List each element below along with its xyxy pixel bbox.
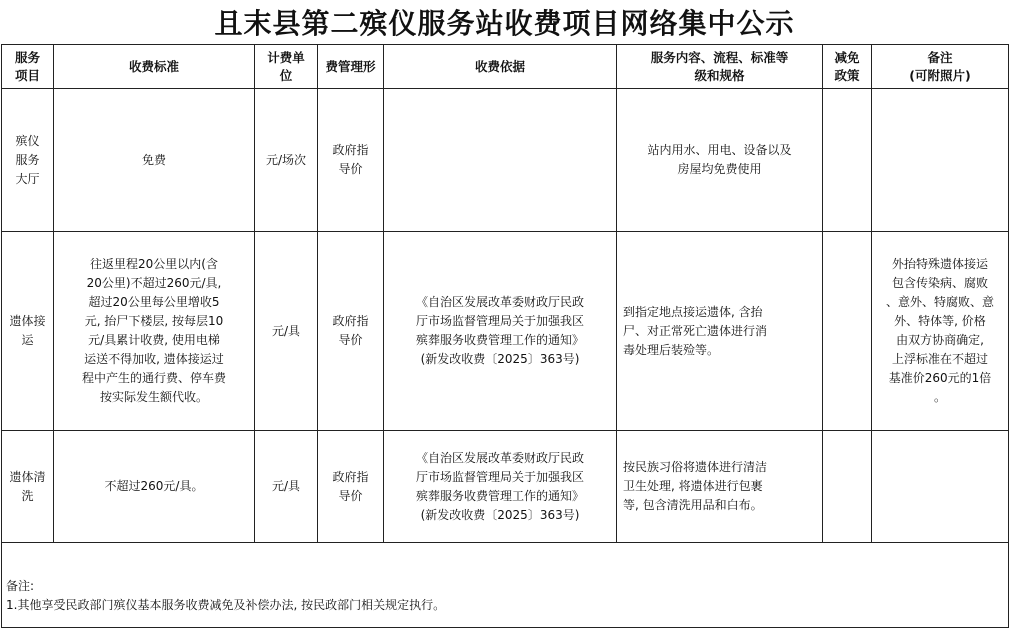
cell-line: 运 bbox=[21, 333, 34, 347]
cell-line: 、意外、特腐败、意 bbox=[885, 295, 994, 309]
cell-line: 《自治区发展改革委财政厅民政 bbox=[415, 450, 584, 465]
cell-standard bbox=[54, 431, 255, 543]
header-unit bbox=[255, 45, 318, 89]
cell-remarks bbox=[872, 232, 1009, 431]
cell-line: 元/具 bbox=[271, 323, 301, 338]
cell-line: 程中产生的通行费、停车费 bbox=[81, 371, 226, 385]
cell-line: 毒处理后装殓等。 bbox=[623, 342, 720, 357]
header-standard: 收费标准 bbox=[54, 45, 255, 89]
cell-line: 政府指 bbox=[332, 143, 369, 157]
cell-item bbox=[2, 89, 54, 232]
cell-unit bbox=[255, 431, 318, 543]
header-remarks bbox=[872, 45, 1009, 89]
table-row bbox=[2, 89, 1009, 232]
cell-line: 遗体接 bbox=[9, 314, 46, 328]
cell-line: 。 bbox=[933, 390, 946, 404]
cell-line: 由双方协商确定, bbox=[896, 333, 984, 347]
cell-line: 不超过260元/具。 bbox=[104, 479, 204, 493]
cell-content bbox=[617, 232, 823, 431]
cell-item bbox=[2, 232, 54, 431]
page-title: 且末县第二殡仪服务站收费项目网络集中公示 bbox=[214, 7, 795, 40]
cell-line: (新发改收费〔2025〕363号) bbox=[420, 352, 580, 366]
cell-remarks bbox=[872, 89, 1009, 232]
note-row bbox=[2, 543, 1009, 628]
header-management: 费管理形 bbox=[318, 45, 384, 89]
header-unit-line: 位 bbox=[279, 67, 293, 83]
cell-line: 元/场次 bbox=[265, 152, 307, 167]
cell-line: 超过20公里每公里增收5 bbox=[88, 295, 220, 309]
cell-line: 遗体清 bbox=[9, 469, 46, 484]
cell-line: 导价 bbox=[338, 162, 363, 176]
cell-line: 运送不得加收, 遗体接运过 bbox=[84, 352, 224, 366]
header-item-line: 项目 bbox=[14, 67, 40, 83]
cell-line: 元/具累计收费, 使用电梯 bbox=[88, 333, 220, 347]
header-content-line: 级和规格 bbox=[694, 67, 745, 83]
fee-table bbox=[1, 44, 1009, 628]
cell-line: 等, 包含清洗用品和白布。 bbox=[623, 498, 763, 512]
cell-line: 尸、对正常死亡遗体进行消 bbox=[623, 323, 768, 338]
cell-line: 基准价260元的1倍 bbox=[888, 371, 992, 385]
cell-line: 站内用水、用电、设备以及 bbox=[647, 143, 792, 157]
cell-line: 大厅 bbox=[15, 171, 40, 186]
cell-exemption bbox=[823, 232, 872, 431]
cell-line: 导价 bbox=[338, 488, 363, 503]
cell-line: 往返里程20公里以内(含 bbox=[90, 257, 218, 271]
cell-basis bbox=[384, 89, 617, 232]
cell-basis bbox=[384, 232, 617, 431]
cell-content bbox=[617, 431, 823, 543]
note-cell bbox=[2, 543, 1009, 628]
header-content-line: 服务内容、流程、标准等 bbox=[650, 49, 789, 65]
cell-line: 殡仪 bbox=[15, 133, 40, 148]
cell-unit bbox=[255, 232, 318, 431]
header-unit-line: 计费单 bbox=[267, 49, 305, 65]
cell-line: 殡葬服务收费管理工作的通知》 bbox=[415, 488, 584, 503]
header-row bbox=[2, 45, 1009, 89]
cell-line: 到指定地点接运遗体, 含抬 bbox=[623, 304, 763, 319]
cell-exemption bbox=[823, 89, 872, 232]
cell-line: 厅市场监督管理局关于加强我区 bbox=[415, 314, 584, 328]
table-row bbox=[2, 431, 1009, 543]
cell-line: 政府指 bbox=[332, 469, 369, 484]
cell-line: 元/具 bbox=[271, 479, 301, 493]
header-remarks-line: 备注 bbox=[927, 49, 953, 65]
cell-line: (新发改收费〔2025〕363号) bbox=[420, 507, 580, 522]
table-row bbox=[2, 232, 1009, 431]
note-line: 1.其他享受民政部门殡仪基本服务收费减免及补偿办法, 按民政部门相关规定执行。 bbox=[6, 598, 446, 612]
header-item bbox=[2, 45, 54, 89]
cell-line: 按实际发生额代收。 bbox=[99, 390, 208, 404]
cell-line: 外抬特殊遗体接运 bbox=[891, 257, 988, 271]
cell-line: 政府指 bbox=[332, 314, 369, 328]
cell-line: 卫生处理, 将遗体进行包裹 bbox=[623, 479, 763, 493]
cell-line: 殡葬服务收费管理工作的通知》 bbox=[415, 333, 584, 347]
header-exemption bbox=[823, 45, 872, 89]
cell-line: 洗 bbox=[21, 488, 34, 503]
header-content bbox=[617, 45, 823, 89]
cell-line: 导价 bbox=[338, 333, 363, 347]
header-item-line: 服务 bbox=[14, 49, 40, 65]
cell-standard bbox=[54, 232, 255, 431]
cell-line: 免费 bbox=[141, 152, 166, 167]
cell-exemption bbox=[823, 431, 872, 543]
cell-management bbox=[318, 232, 384, 431]
header-remarks-line: (可附照片) bbox=[909, 67, 971, 83]
cell-line: 外、特体等, 价格 bbox=[894, 314, 986, 328]
cell-line: 《自治区发展改革委财政厅民政 bbox=[415, 295, 584, 309]
cell-management bbox=[318, 431, 384, 543]
cell-management bbox=[318, 89, 384, 232]
header-exemption-line: 政策 bbox=[834, 67, 860, 83]
cell-line: 上浮标准在不超过 bbox=[891, 352, 988, 366]
cell-line: 厅市场监督管理局关于加强我区 bbox=[415, 469, 584, 484]
cell-standard bbox=[54, 89, 255, 232]
cell-remarks bbox=[872, 431, 1009, 543]
note-label: 备注: bbox=[6, 579, 35, 593]
header-basis: 收费依据 bbox=[384, 45, 617, 89]
cell-basis bbox=[384, 431, 617, 543]
cell-line: 按民族习俗将遗体进行清洁 bbox=[623, 460, 768, 474]
cell-line: 包含传染病、腐败 bbox=[891, 276, 988, 290]
header-exemption-line: 减免 bbox=[834, 49, 860, 65]
cell-item bbox=[2, 431, 54, 543]
cell-unit bbox=[255, 89, 318, 232]
cell-content bbox=[617, 89, 823, 232]
cell-line: 元, 抬尸下楼层, 按每层10 bbox=[84, 314, 224, 328]
cell-line: 房屋均免费使用 bbox=[677, 162, 762, 176]
cell-line: 20公里)不超过260元/具, bbox=[86, 276, 222, 290]
cell-line: 服务 bbox=[15, 152, 40, 167]
